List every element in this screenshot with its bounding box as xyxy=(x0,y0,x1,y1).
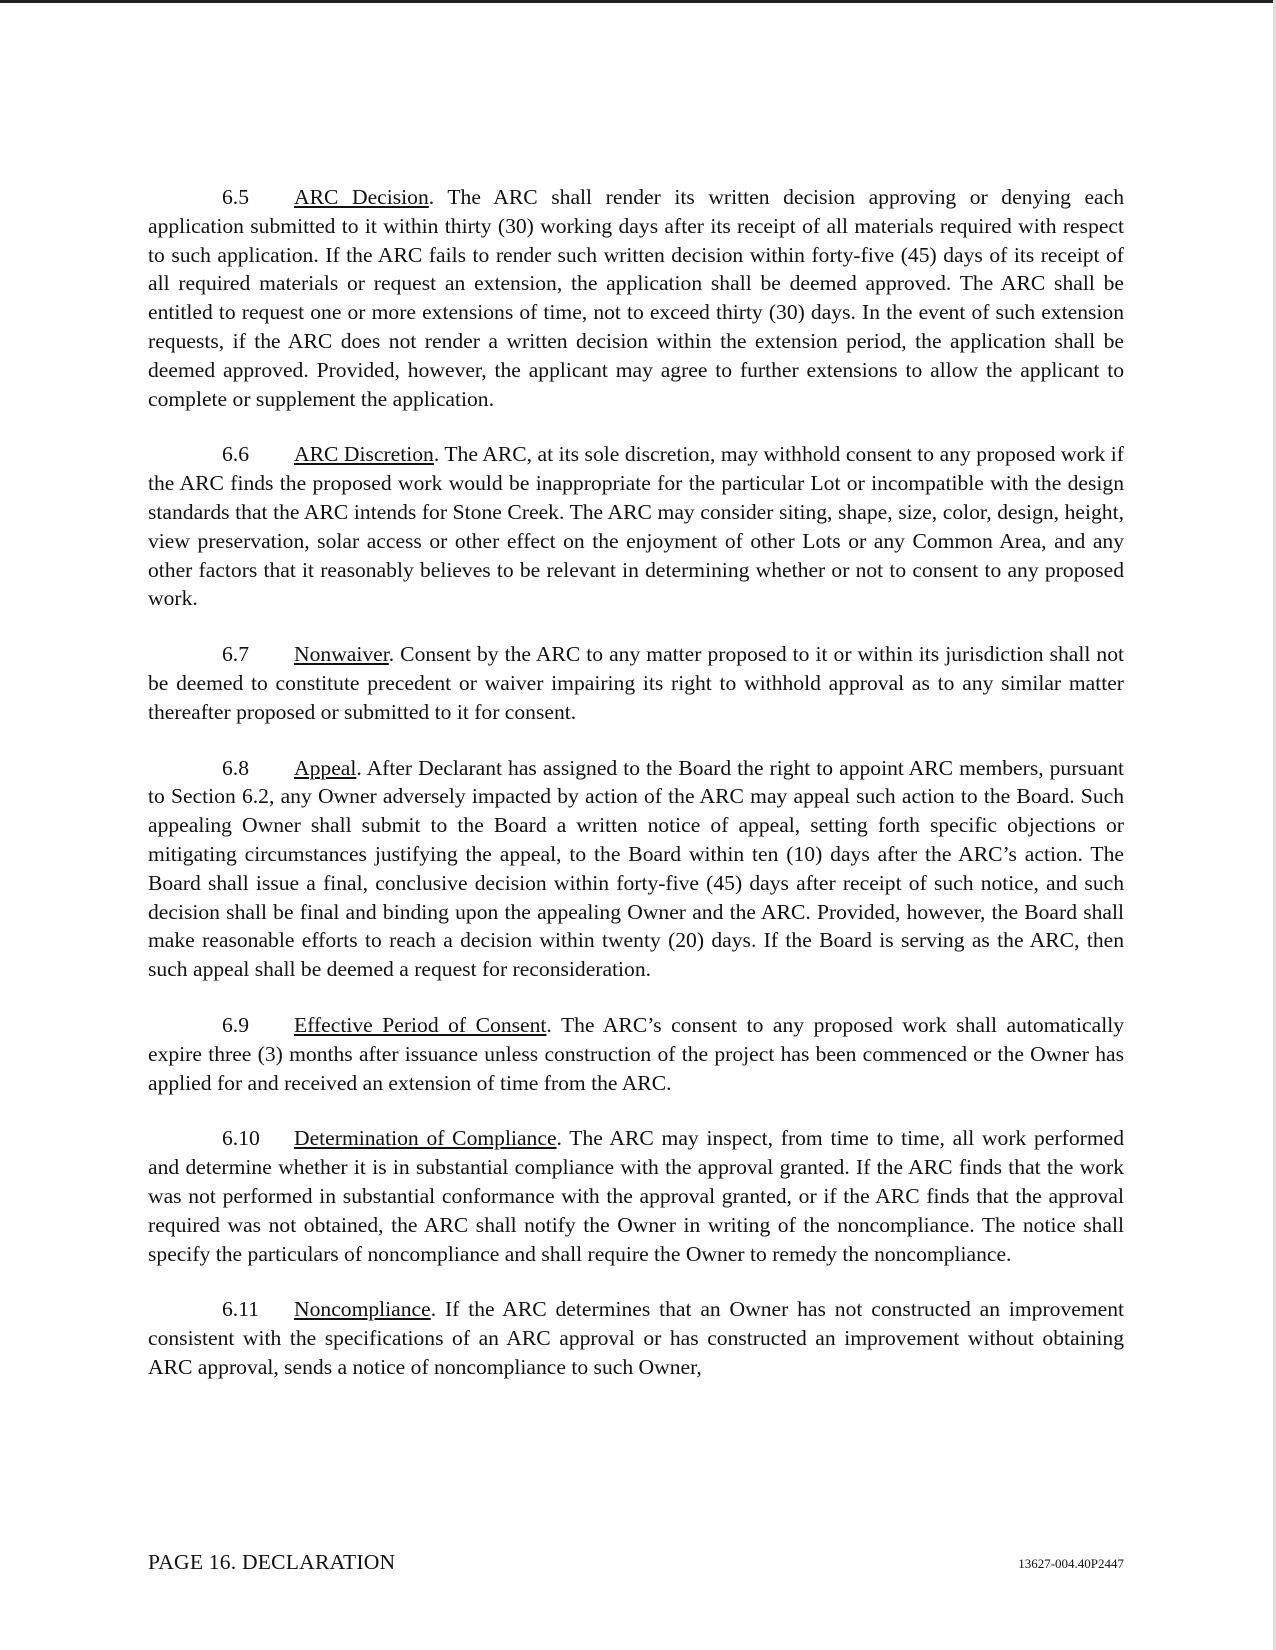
document-code: 13627-004.40P2447 xyxy=(1018,1556,1124,1571)
section-6-10 xyxy=(148,1124,1124,1268)
section-text: . The ARC’s consent to any proposed work shall automatically expire three (3) months after issuance unless construction of the project has been commenced or the Owner has applied for and received an extension of time from the ARC. xyxy=(148,1012,1125,1095)
section-text: . If the ARC determines that an Owner has not constructed an improvement consistent with the specifications of an ARC approval or has constructed an improvement without obtaining ARC approval, sends a notice of noncompliance to such Owner, xyxy=(148,1297,1124,1379)
document-body xyxy=(148,183,1124,1409)
section-number: 6.6 xyxy=(222,442,249,467)
section-title: ARC Decision xyxy=(294,185,429,209)
section-number: 6.9 xyxy=(222,1012,249,1037)
top-border xyxy=(0,0,1276,3)
section-6-11 xyxy=(148,1295,1124,1381)
section-number: 6.5 xyxy=(222,185,249,209)
section-6-6 xyxy=(148,440,1124,613)
section-title: Effective Period of Consent xyxy=(294,1012,547,1037)
section-title: Determination of Compliance xyxy=(294,1126,557,1151)
section-title: Nonwaiver xyxy=(294,642,389,667)
section-title: ARC Discretion xyxy=(294,442,434,467)
section-6-7 xyxy=(148,640,1124,726)
section-text: . After Declarant has assigned to the Board the right to appoint ARC members, pursuant to Section 6.2, any Owner adversely impacted by action of the ARC may appeal such action to the Board. Such appealing Owner shall submit to the Board a written notice of appeal, setting forth specific objections or mitigating circumstances justifying the appeal, to the Board within ten (10) days after the ARC’s action. The Board shall issue a final, conclusive decision within forty-five (45) days after receipt of such notice, and such decision shall be final and binding upon the appealing Owner and the ARC. Provided, however, the Board shall make reasonable efforts to reach a decision within twenty (20) days. If the Board is serving as the ARC, then such appeal shall be deemed a request for reconsideration. xyxy=(148,755,1124,982)
section-number: 6.7 xyxy=(222,642,249,667)
section-number: 6.8 xyxy=(222,755,249,780)
page-footer-label: PAGE 16. DECLARATION xyxy=(148,1550,396,1574)
section-6-8 xyxy=(148,754,1124,984)
section-title: Appeal xyxy=(294,755,357,780)
section-text: . The ARC shall render its written decision approving or denying each application submitted to it within thirty (30) working days after its receipt of all materials required with respect to such application. If the ARC fails to render such written decision within forty-five (45) days of its receipt of all required materials or request an extension, the application shall be deemed approved. The ARC shall be entitled to request one or more extensions of time, not to exceed thirty (30) days. In the event of such extension requests, if the ARC does not render a written decision within the extension period, the application shall be deemed approved. Provided, however, the applicant may agree to further extensions to allow the applicant to complete or supplement the application. xyxy=(148,185,1125,411)
section-6-9 xyxy=(148,1011,1124,1097)
section-6-5 xyxy=(148,183,1124,413)
section-title: Noncompliance xyxy=(294,1297,431,1322)
section-text: . Consent by the ARC to any matter proposed to it or within its jurisdiction shall not be deemed to constitute precedent or waiver impairing its right to withhold approval as to any similar matter thereafter proposed or submitted to it for consent. xyxy=(148,642,1124,724)
section-number: 6.11 xyxy=(222,1297,259,1322)
section-number: 6.10 xyxy=(222,1126,260,1151)
section-text: . The ARC may inspect, from time to time, all work performed and determine whether it is in substantial compliance with the approval granted. If the ARC finds that the work was not performed in substantial conformance with the approval granted, or if the ARC finds that the approval required was not obtained, the ARC shall notify the Owner in writing of the noncompliance. The notice shall specify the particulars of noncompliance and shall require the Owner to remedy the noncompliance. xyxy=(148,1126,1124,1266)
section-text: . The ARC, at its sole discretion, may withhold consent to any proposed work if the ARC finds the proposed work would be inappropriate for the particular Lot or incompatible with the design standards that the ARC intends for Stone Creek. The ARC may consider siting, shape, size, color, design, height, view preservation, solar access or other effect on the enjoyment of other Lots or any Common Area, and any other factors that it reasonably believes to be relevant in determining whether or not to consent to any proposed work. xyxy=(148,442,1125,611)
